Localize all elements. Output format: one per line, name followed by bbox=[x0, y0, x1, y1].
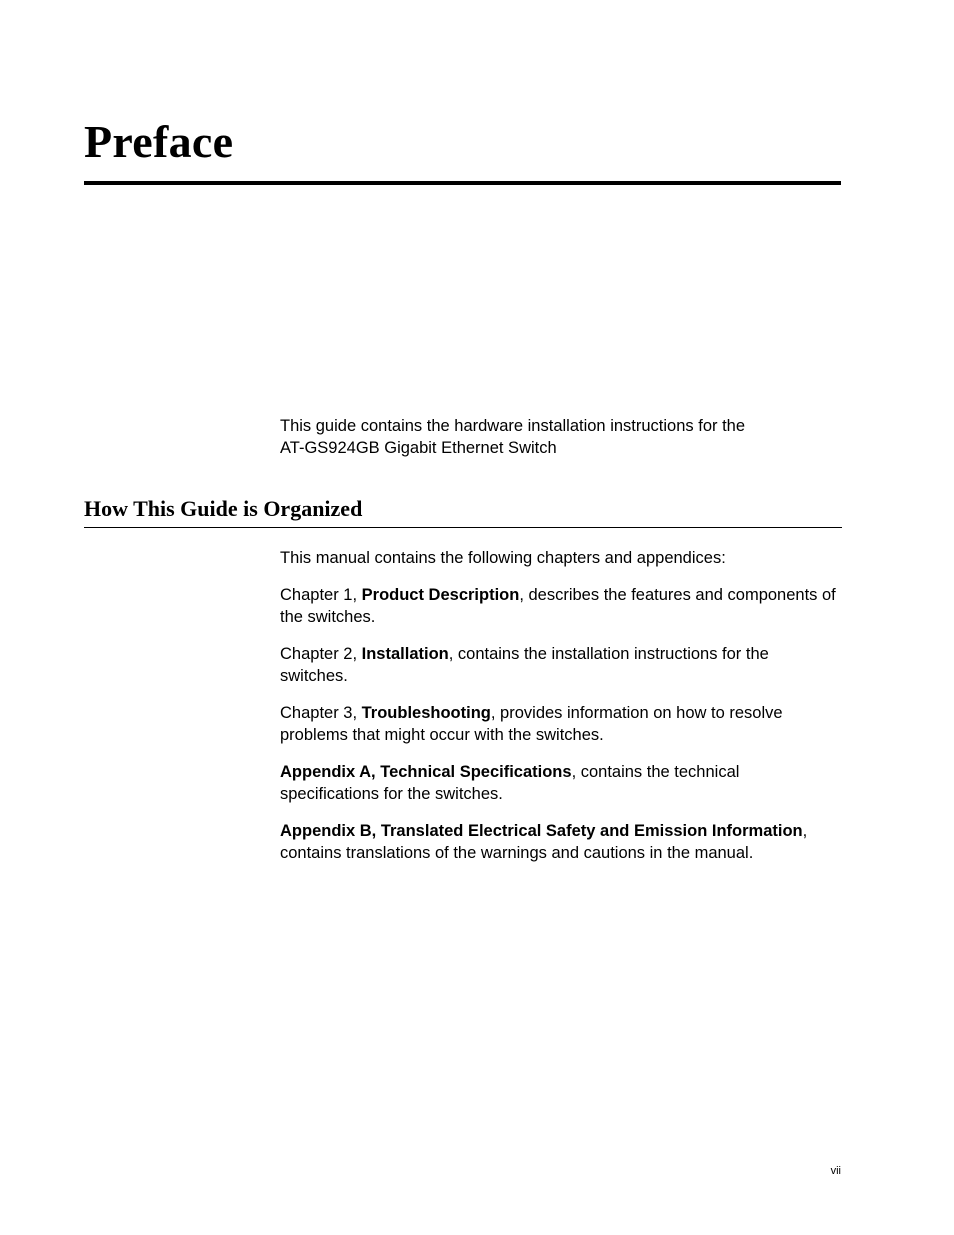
intro-paragraph bbox=[280, 415, 840, 459]
page-title: Preface bbox=[84, 116, 234, 167]
appendix-b-entry bbox=[280, 820, 840, 864]
appendix-a-entry bbox=[280, 761, 840, 805]
chapter-3-entry bbox=[280, 702, 840, 746]
section-content bbox=[280, 547, 840, 879]
chapter-3-description: , provides information on how to resolve problems that might occur with the switches. bbox=[280, 704, 783, 744]
title-rule bbox=[84, 181, 841, 185]
chapter-3-prefix: Chapter 3, bbox=[280, 704, 362, 722]
section-rule bbox=[84, 527, 842, 528]
appendix-b-description: , contains translations of the warnings and cautions in the manual. bbox=[280, 822, 808, 862]
appendix-a-title: Appendix A, Technical Specifications bbox=[280, 763, 572, 781]
chapter-2-description: , contains the installation instructions for the switches. bbox=[280, 645, 769, 685]
chapter-1-title: Product Description bbox=[361, 586, 520, 604]
chapter-2-entry bbox=[280, 643, 840, 687]
chapter-2-prefix: Chapter 2, bbox=[280, 645, 362, 663]
chapter-3-title: Troubleshooting bbox=[361, 704, 491, 722]
appendix-b-title: Appendix B, Translated Electrical Safety and Emission Information bbox=[280, 822, 803, 840]
intro-line-2: AT-GS924GB Gigabit Ethernet Switch bbox=[280, 439, 557, 457]
chapter-2-title: Installation bbox=[361, 645, 449, 663]
section-heading: How This Guide is Organized bbox=[84, 496, 363, 521]
appendix-a-description: , contains the technical specifications for the switches. bbox=[280, 763, 740, 803]
intro-line-1: This guide contains the hardware installation instructions for the bbox=[280, 417, 746, 435]
section-lead: This manual contains the following chapters and appendices: bbox=[280, 549, 726, 567]
chapter-1-prefix: Chapter 1, bbox=[280, 586, 362, 604]
chapter-1-description: , describes the features and components of the switches. bbox=[280, 586, 836, 626]
page-number: vii bbox=[830, 1165, 841, 1177]
chapter-1-entry bbox=[280, 584, 840, 628]
